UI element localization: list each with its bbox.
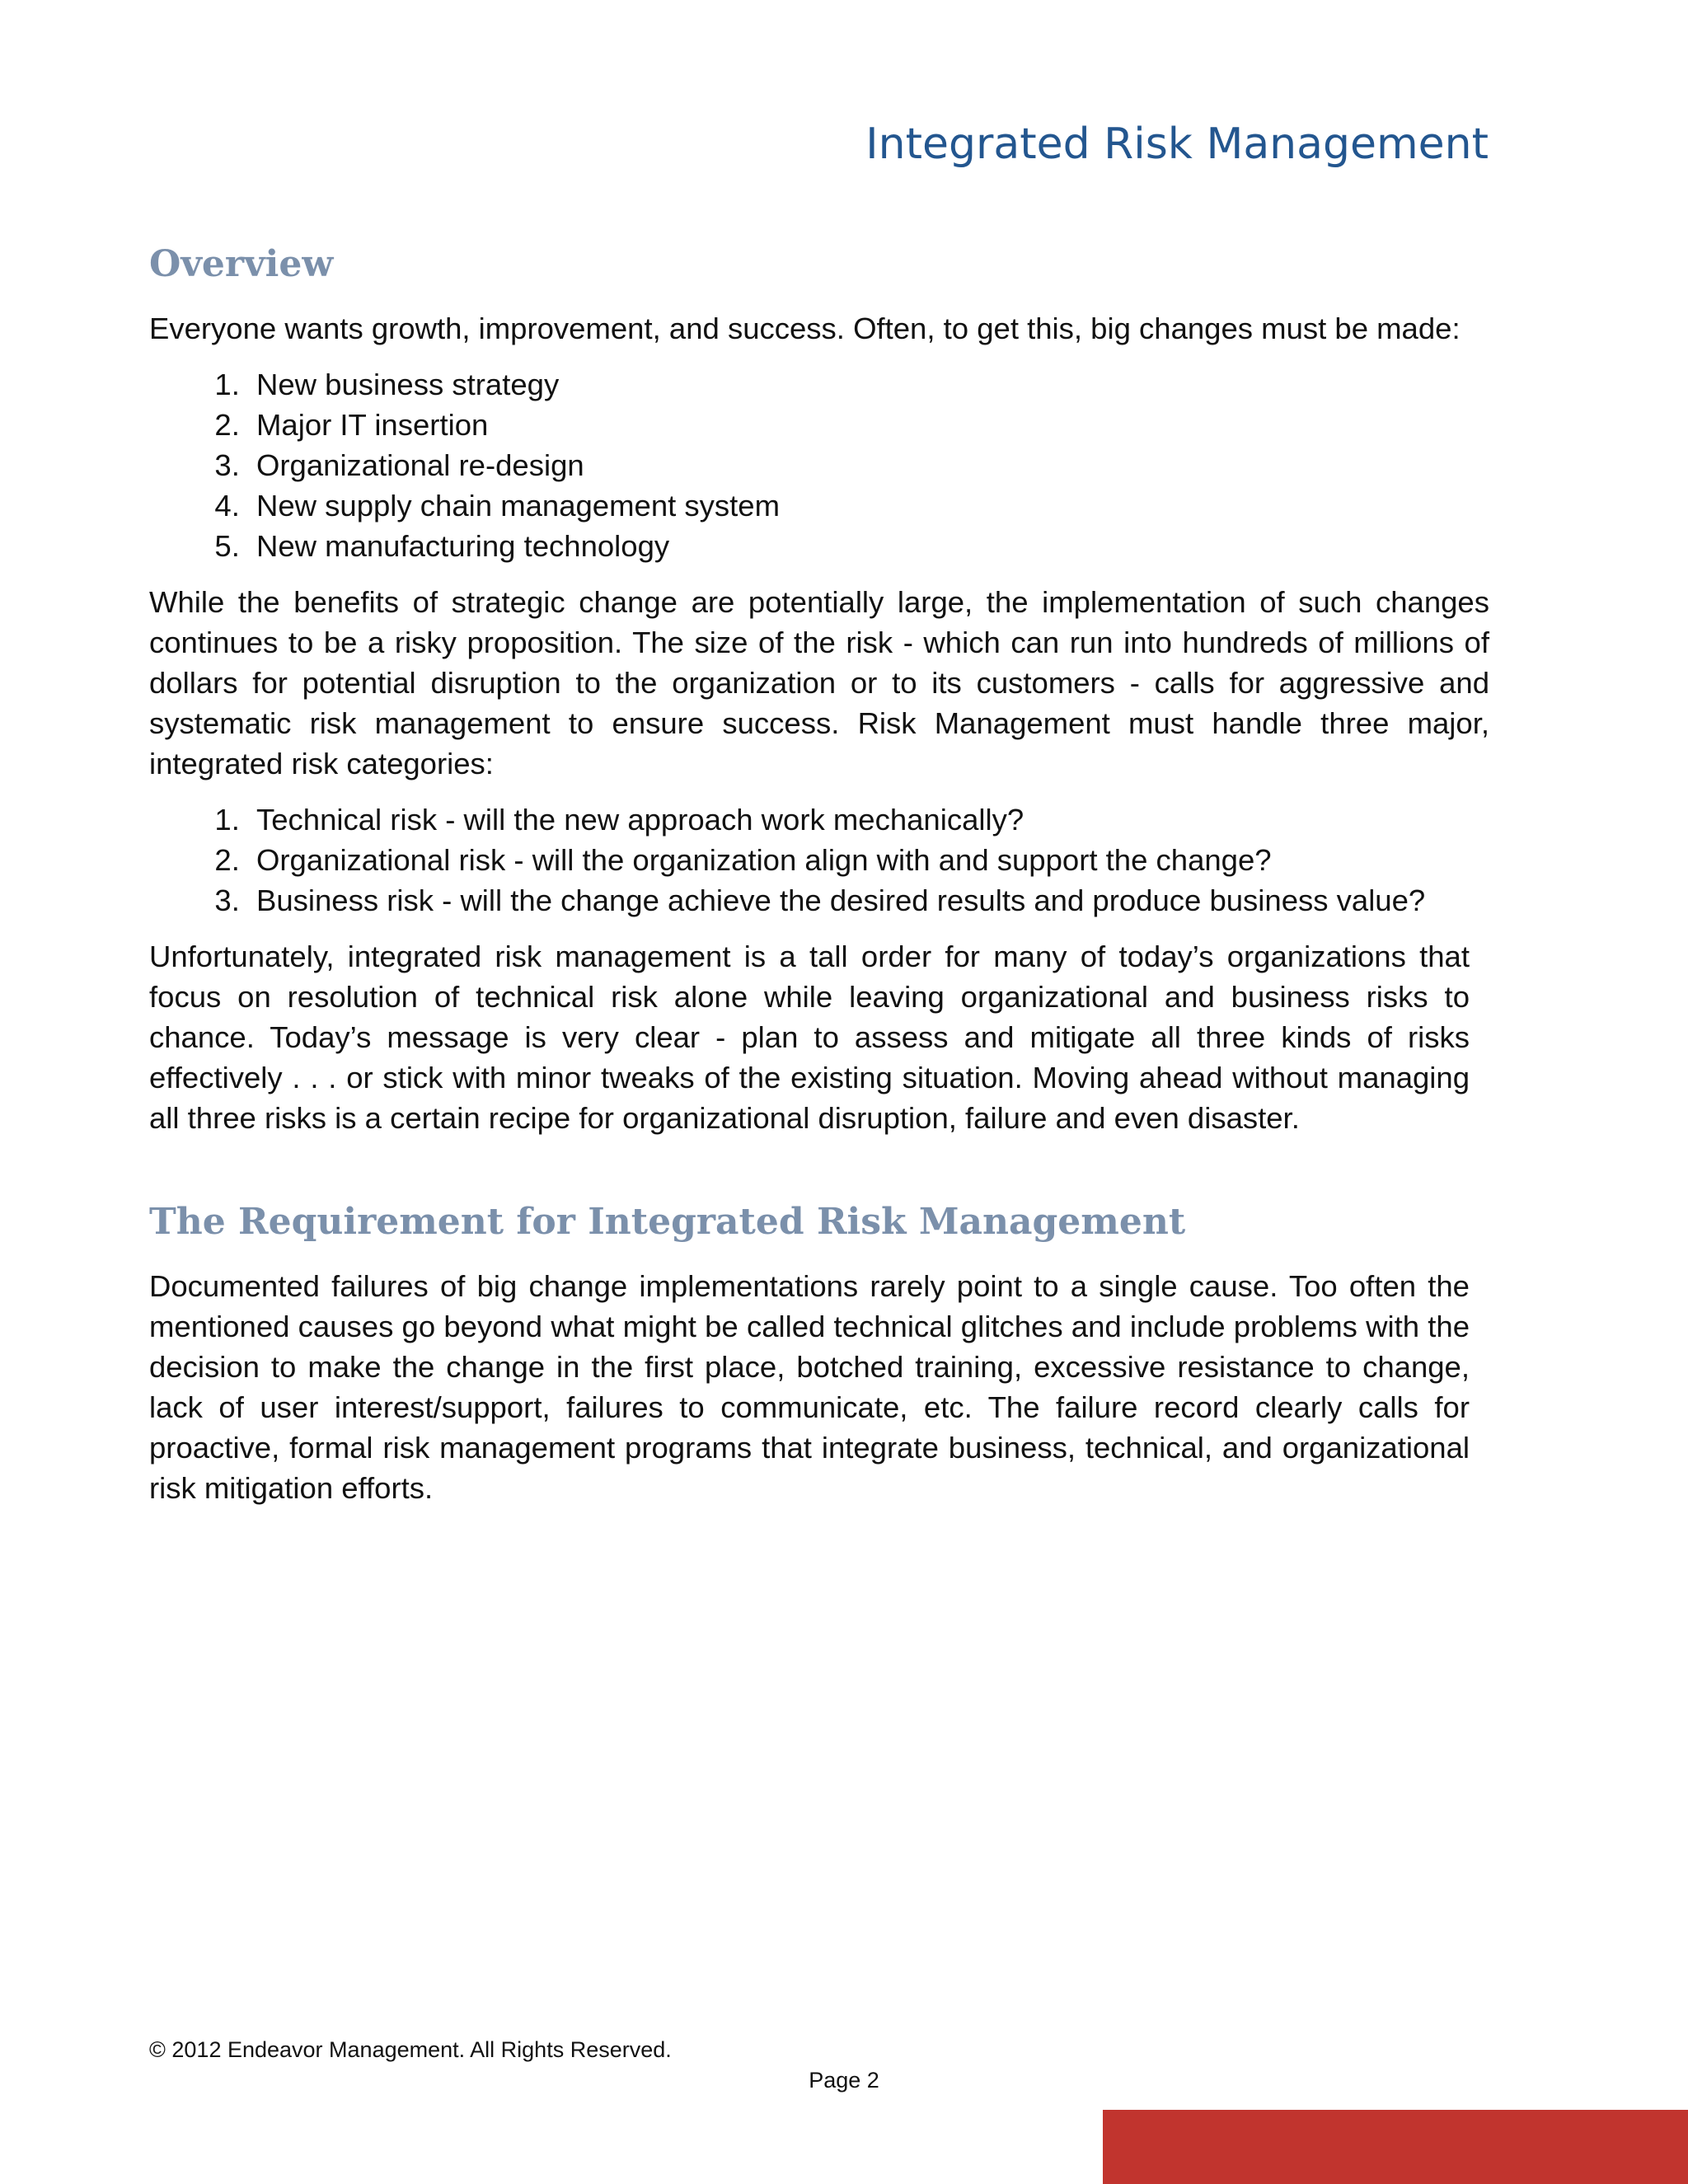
document-title: Integrated Risk Management bbox=[865, 120, 1489, 169]
list-item: 3. Business risk - will the change achieve the desired results and produce business value? bbox=[248, 880, 1489, 921]
copyright-notice: © 2012 Endeavor Management. All Rights Reserved. bbox=[149, 2037, 672, 2062]
requirement-heading: The Requirement for Integrated Risk Management bbox=[149, 1200, 1186, 1243]
overview-conclusion-paragraph: Unfortunately, integrated risk management is a tall order for many of today’s organizations that focus on resolution of technical risk alone while leaving organizational and business risks to chance. Today’s message is very clear - plan to assess and mitigate all three kinds of risks effectively . . . or stick with minor tweaks of the existing situation. Moving ahead without managing all three risks is a certain recipe for organizational disruption, failure and even disaster. bbox=[149, 939, 1470, 1135]
requirement-paragraph: Documented failures of big change implementations rarely point to a single cause. Too often the mentioned causes go beyond what might be called technical glitches and include problems with the decision to make the change in the first place, botched training, excessive resistance to change, lack of user interest/support, failures to communicate, etc. The failure record clearly calls for proactive, formal risk management programs that integrate business, technical, and organizational risk mitigation efforts. bbox=[149, 1268, 1470, 1505]
section-spacer bbox=[149, 1138, 1489, 1201]
overview-intro-paragraph: Everyone wants growth, improvement, and success. Often, to get this, big changes must be made: bbox=[149, 311, 1461, 345]
list-item: 1. Technical risk - will the new approach work mechanically? bbox=[248, 799, 1489, 840]
overview-heading: Overview bbox=[149, 243, 334, 285]
change-types-list bbox=[149, 364, 1489, 566]
overview-benefits-paragraph: While the benefits of strategic change are potentially large, the implementation of such changes continues to be a risky proposition. The size of the risk - which can run into hundreds of millions of dollars for potential disruption to the organization or to its customers - calls for aggressive and systematic risk management to ensure success. Risk Management must handle three major, integrated risk categories: bbox=[149, 584, 1489, 780]
overview-section bbox=[149, 243, 1489, 1138]
list-item: 4. New supply chain management system bbox=[248, 485, 1489, 526]
list-item: 2. Organizational risk - will the organization align with and support the change? bbox=[248, 840, 1489, 880]
list-item: 1. New business strategy bbox=[248, 364, 1489, 405]
list-item: 3. Organizational re-design bbox=[248, 445, 1489, 485]
document-body bbox=[149, 243, 1489, 1508]
list-item: 5. New manufacturing technology bbox=[248, 526, 1489, 566]
list-item: 2. Major IT insertion bbox=[248, 405, 1489, 445]
page-number: Page 2 bbox=[809, 2068, 879, 2093]
footer-accent-bar bbox=[1103, 2110, 1688, 2184]
risk-categories-list bbox=[149, 799, 1489, 921]
requirement-section bbox=[149, 1201, 1489, 1508]
